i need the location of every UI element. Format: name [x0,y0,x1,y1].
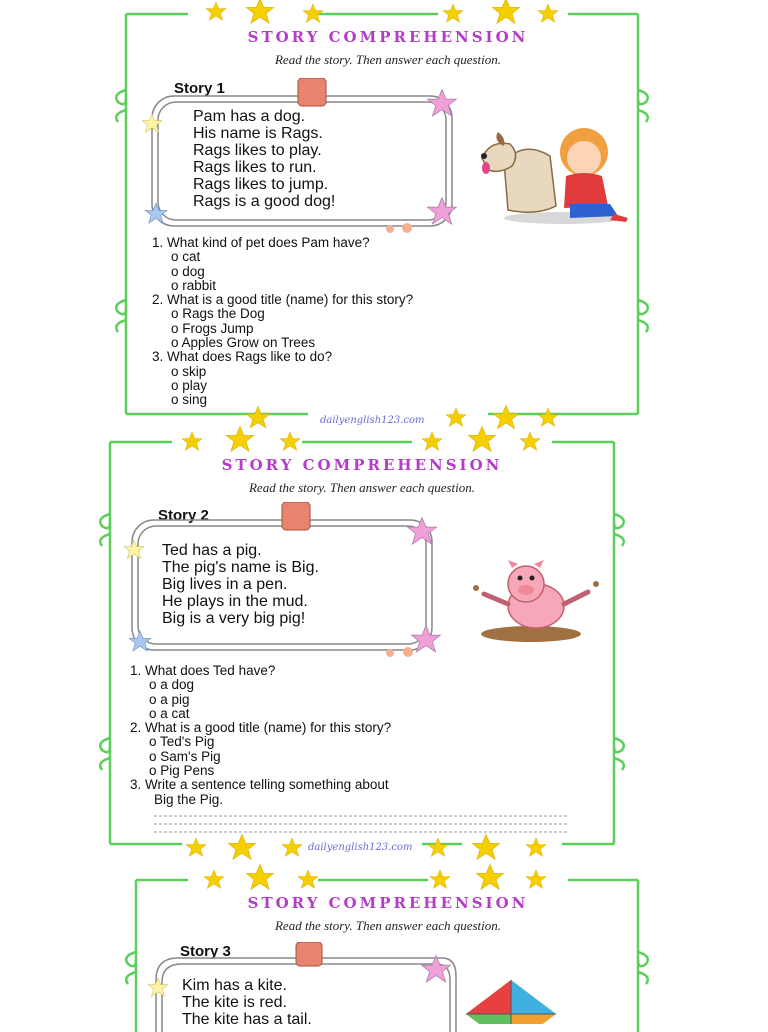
answer-option[interactable]: o Sam's Pig [149,748,221,764]
story-line: Rags likes to play. [193,142,322,159]
question: 1. What kind of pet does Pam have? [152,235,370,250]
instructions: Read the story. Then answer each question. [274,52,502,67]
banner-title: STORY COMPREHENSION [247,894,529,912]
story-line: Pam has a dog. [193,108,306,125]
story-line: Rags likes to jump. [193,176,329,193]
instructions: Read the story. Then answer each question. [248,480,476,495]
worksheet-card-1 [108,0,668,430]
answer-option[interactable]: o sing [171,392,208,408]
answer-option[interactable]: o rabbit [171,277,217,293]
answer-option[interactable]: o play [171,377,208,393]
question-list [130,664,391,807]
star-row-top [204,865,546,890]
story-text [182,977,312,1028]
answer-option[interactable]: o Frogs Jump [171,320,254,336]
pin-icon [282,502,310,530]
answer-option[interactable]: o Apples Grow on Trees [171,335,316,351]
banner-title: STORY COMPREHENSION [247,28,529,46]
answer-option[interactable]: o a cat [149,705,190,721]
question: 1. What does Ted have? [130,663,276,678]
watermark: dailyenglish123.com [308,842,413,853]
story-text [162,542,319,627]
story-label: Story 3 [180,943,231,960]
instructions: Read the story. Then answer each question. [274,918,502,933]
pin-icon [298,78,326,106]
question-continuation: Big the Pig. [154,791,224,807]
star-icon [124,540,144,558]
star-icon [145,203,167,223]
worksheet-card-2 [92,428,652,860]
question-list [152,236,413,408]
answer-option[interactable]: o dog [171,263,205,279]
pig-in-mud-illustration [456,554,606,644]
answer-option[interactable]: o a pig [149,691,190,707]
story-line: Rags is a good dog! [193,193,336,210]
banner-title: STORY COMPREHENSION [221,456,503,474]
star-icon [428,90,457,116]
answer-option[interactable]: o Pig Pens [149,763,215,779]
story-line: The pig's name is Big. [162,559,319,576]
answer-writing-lines[interactable] [154,810,570,836]
answer-option[interactable]: o cat [171,249,201,265]
kite-illustration [466,980,556,1024]
answer-option[interactable]: o a dog [149,677,195,693]
story-label: Story 1 [174,80,225,97]
story-line: Ted has a pig. [162,542,262,559]
story-line: Rags likes to run. [193,159,317,176]
watermark: dailyenglish123.com [320,415,425,426]
story-text [193,108,335,210]
story-label: Story 2 [158,507,209,524]
answer-option[interactable]: o Rags the Dog [171,306,265,322]
story-line: His name is Rags. [193,125,323,142]
star-icon [422,956,451,982]
story-line: The kite is red. [182,994,287,1011]
answer-option[interactable]: o skip [171,363,207,379]
star-icon [148,978,168,996]
story-line: Big is a very big pig! [162,610,306,627]
pin-icon [296,942,322,966]
answer-option[interactable]: o Ted's Pig [149,734,215,750]
story-line: Big lives in a pen. [162,576,288,593]
girl-hugging-dog-illustration [474,122,634,226]
star-icon [412,626,441,652]
question: 2. What is a good title (name) for this story? [152,292,414,308]
story-line: Kim has a kite. [182,977,287,994]
story-line: He plays in the mud. [162,593,308,610]
question: 3. What does Rags like to do? [152,349,333,365]
question: 2. What is a good title (name) for this story? [130,720,392,736]
question: 3. Write a sentence telling something about [130,777,389,793]
worksheet-card-3 [118,866,658,1028]
story-line: The kite has a tail. [182,1011,312,1028]
